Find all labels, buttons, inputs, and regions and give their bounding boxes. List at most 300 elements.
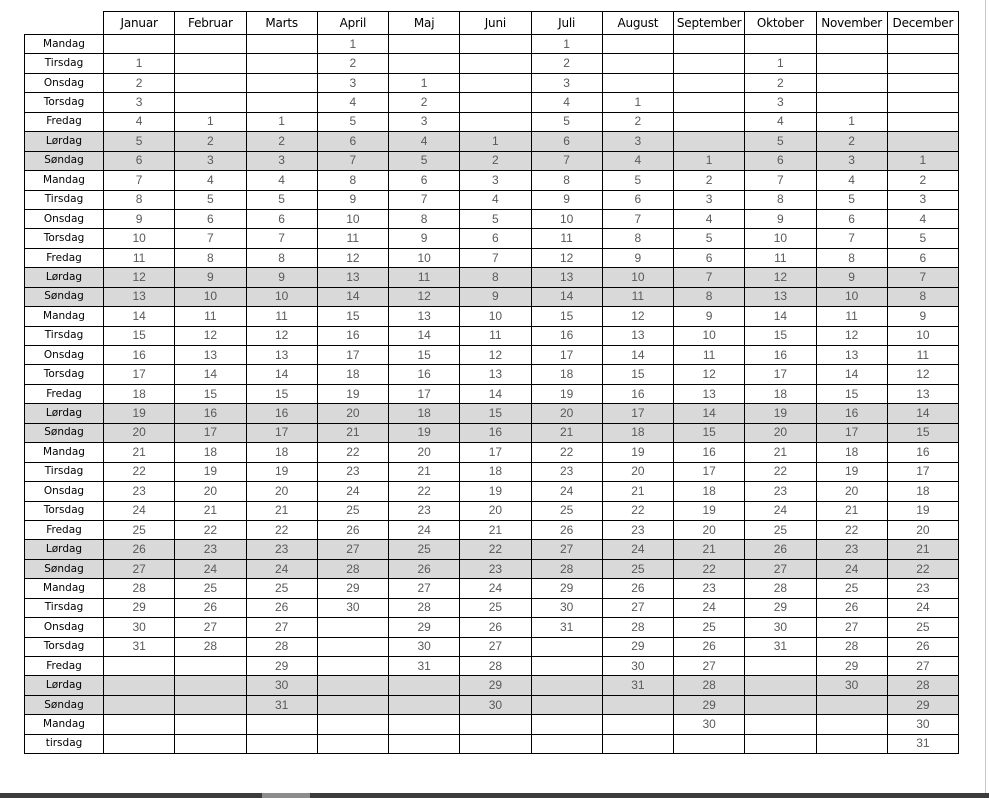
day-cell: 24 [460,579,531,598]
day-cell: 22 [602,501,673,520]
day-cell: 13 [816,346,887,365]
day-cell: 1 [317,35,388,54]
day-cell: 7 [816,229,887,248]
day-cell: 2 [674,171,745,190]
day-cell: 9 [246,268,317,287]
weekend-row [25,268,959,287]
day-cell: 7 [602,209,673,228]
day-cell: 5 [602,171,673,190]
day-cell [246,35,317,54]
day-cell: 21 [246,501,317,520]
day-cell: 25 [745,520,816,539]
day-cell: 5 [745,132,816,151]
day-cell: 20 [175,482,246,501]
day-cell: 5 [104,132,175,151]
day-cell: 21 [602,482,673,501]
day-cell [389,734,460,753]
day-cell: 27 [531,540,602,559]
year-calendar-table [24,11,959,754]
day-cell: 8 [674,287,745,306]
day-cell: 7 [246,229,317,248]
day-cell [674,93,745,112]
day-cell: 21 [745,443,816,462]
day-cell: 17 [674,462,745,481]
corner-cell [25,12,104,35]
day-cell: 9 [674,307,745,326]
day-cell [887,93,958,112]
weekday-row [25,501,959,520]
weekday-label: Lørdag [25,268,104,287]
day-cell: 7 [389,190,460,209]
day-cell: 14 [531,287,602,306]
weekday-label: Lørdag [25,540,104,559]
day-cell: 1 [887,151,958,170]
day-cell [104,657,175,676]
day-cell: 29 [887,695,958,714]
day-cell: 26 [816,598,887,617]
day-cell: 4 [816,171,887,190]
day-cell [175,54,246,73]
day-cell: 9 [460,287,531,306]
day-cell: 29 [745,598,816,617]
weekday-row [25,734,959,753]
day-cell [389,35,460,54]
day-cell: 4 [175,171,246,190]
day-cell: 4 [745,112,816,131]
day-cell: 2 [602,112,673,131]
day-cell: 10 [246,287,317,306]
day-cell: 20 [246,482,317,501]
weekday-label: Tirsdag [25,190,104,209]
day-cell: 27 [674,657,745,676]
day-cell: 24 [317,482,388,501]
day-cell: 7 [460,248,531,267]
weekday-row [25,229,959,248]
day-cell: 14 [389,326,460,345]
day-cell: 29 [531,579,602,598]
day-cell: 30 [246,676,317,695]
day-cell [531,734,602,753]
day-cell: 9 [745,209,816,228]
day-cell: 27 [175,618,246,637]
weekday-label: Fredag [25,657,104,676]
day-cell: 26 [887,637,958,656]
day-cell: 11 [887,346,958,365]
day-cell: 24 [674,598,745,617]
day-cell: 30 [887,715,958,734]
day-cell: 29 [389,618,460,637]
day-cell [175,695,246,714]
day-cell: 12 [745,268,816,287]
month-header-august: August [602,12,673,35]
day-cell: 1 [674,151,745,170]
day-cell: 26 [531,520,602,539]
weekday-row [25,35,959,54]
weekday-row [25,190,959,209]
day-cell: 23 [531,462,602,481]
day-cell: 15 [317,307,388,326]
day-cell [246,73,317,92]
day-cell: 13 [674,384,745,403]
day-cell [389,695,460,714]
day-cell: 14 [175,365,246,384]
day-cell: 6 [887,248,958,267]
day-cell [887,132,958,151]
day-cell: 28 [246,637,317,656]
day-cell [674,112,745,131]
day-cell: 4 [674,209,745,228]
weekday-label: Onsdag [25,73,104,92]
day-cell: 19 [317,384,388,403]
day-cell: 27 [745,559,816,578]
day-cell: 19 [816,462,887,481]
day-cell: 13 [460,365,531,384]
day-cell [674,73,745,92]
day-cell [246,93,317,112]
day-cell: 6 [317,132,388,151]
day-cell: 4 [317,93,388,112]
day-cell: 11 [531,229,602,248]
day-cell: 25 [460,598,531,617]
day-cell: 7 [175,229,246,248]
weekday-row [25,637,959,656]
day-cell [175,676,246,695]
day-cell: 12 [460,346,531,365]
day-cell: 18 [674,482,745,501]
day-cell: 10 [745,229,816,248]
day-cell: 18 [602,423,673,442]
day-cell: 7 [104,171,175,190]
day-cell: 14 [602,346,673,365]
day-cell: 13 [745,287,816,306]
weekday-row [25,248,959,267]
day-cell: 21 [317,423,388,442]
weekday-label: Søndag [25,559,104,578]
weekday-label: Tirsdag [25,326,104,345]
day-cell [816,73,887,92]
day-cell: 4 [104,112,175,131]
day-cell: 19 [246,462,317,481]
day-cell: 15 [674,423,745,442]
day-cell [745,715,816,734]
day-cell: 24 [816,559,887,578]
day-cell: 2 [887,171,958,190]
day-cell: 26 [460,618,531,637]
day-cell: 15 [175,384,246,403]
day-cell [602,695,673,714]
day-cell: 14 [887,404,958,423]
day-cell: 11 [175,307,246,326]
day-cell: 28 [389,598,460,617]
weekday-label: Fredag [25,112,104,131]
month-header-juli: Juli [531,12,602,35]
day-cell: 17 [745,365,816,384]
day-cell: 31 [389,657,460,676]
day-cell: 23 [175,540,246,559]
day-cell [816,715,887,734]
day-cell: 15 [460,404,531,423]
day-cell: 13 [887,384,958,403]
day-cell: 5 [246,190,317,209]
day-cell: 31 [246,695,317,714]
day-cell: 25 [317,501,388,520]
day-cell: 2 [531,54,602,73]
day-cell: 3 [887,190,958,209]
month-header-juni: Juni [460,12,531,35]
day-cell: 11 [816,307,887,326]
day-cell: 4 [602,151,673,170]
day-cell: 8 [531,171,602,190]
day-cell: 13 [175,346,246,365]
day-cell: 18 [460,462,531,481]
day-cell: 7 [887,268,958,287]
day-cell: 1 [104,54,175,73]
day-cell [460,715,531,734]
day-cell: 15 [602,365,673,384]
day-cell: 26 [745,540,816,559]
day-cell: 8 [887,287,958,306]
day-cell: 16 [104,346,175,365]
day-cell: 21 [531,423,602,442]
day-cell: 16 [745,346,816,365]
day-cell: 25 [531,501,602,520]
day-cell: 3 [602,132,673,151]
day-cell: 1 [175,112,246,131]
day-cell: 4 [531,93,602,112]
day-cell: 12 [389,287,460,306]
weekday-label: Mandag [25,171,104,190]
day-cell [460,93,531,112]
day-cell: 17 [602,404,673,423]
day-cell: 27 [389,579,460,598]
day-cell: 27 [887,657,958,676]
day-cell [175,734,246,753]
day-cell: 16 [531,326,602,345]
day-cell: 24 [389,520,460,539]
day-cell [674,132,745,151]
day-cell: 28 [745,579,816,598]
day-cell [816,695,887,714]
day-cell: 1 [389,73,460,92]
weekday-label: Søndag [25,287,104,306]
day-cell: 6 [389,171,460,190]
day-cell: 21 [104,443,175,462]
day-cell: 9 [389,229,460,248]
weekday-row [25,715,959,734]
day-cell: 11 [674,346,745,365]
day-cell: 23 [816,540,887,559]
weekday-row [25,93,959,112]
day-cell: 17 [531,346,602,365]
day-cell: 10 [460,307,531,326]
day-cell [104,676,175,695]
day-cell: 2 [816,132,887,151]
month-header-december: December [887,12,958,35]
day-cell: 7 [531,151,602,170]
day-cell: 18 [389,404,460,423]
weekday-label: Mandag [25,715,104,734]
weekday-label: Onsdag [25,482,104,501]
day-cell [602,35,673,54]
day-cell: 22 [460,540,531,559]
day-cell [175,73,246,92]
weekday-row [25,326,959,345]
day-cell: 1 [460,132,531,151]
day-cell: 31 [531,618,602,637]
day-cell: 22 [674,559,745,578]
day-cell [745,676,816,695]
day-cell: 15 [389,346,460,365]
day-cell: 23 [674,579,745,598]
day-cell: 13 [104,287,175,306]
day-cell: 22 [887,559,958,578]
weekday-label: Torsdag [25,93,104,112]
day-cell: 5 [816,190,887,209]
day-cell: 30 [816,676,887,695]
day-cell: 11 [246,307,317,326]
weekend-row [25,540,959,559]
day-cell: 5 [887,229,958,248]
day-cell: 23 [887,579,958,598]
day-cell: 12 [816,326,887,345]
month-header-september: September [674,12,745,35]
day-cell: 27 [246,618,317,637]
day-cell: 26 [175,598,246,617]
weekday-label: tirsdag [25,734,104,753]
day-cell: 29 [317,579,388,598]
weekday-row [25,112,959,131]
day-cell: 12 [887,365,958,384]
day-cell: 18 [745,384,816,403]
day-cell: 24 [531,482,602,501]
day-cell: 28 [460,657,531,676]
day-cell: 21 [460,520,531,539]
day-cell [531,715,602,734]
day-cell: 24 [246,559,317,578]
day-cell: 3 [175,151,246,170]
day-cell: 19 [602,443,673,462]
day-cell: 19 [674,501,745,520]
day-cell: 9 [175,268,246,287]
weekday-row [25,618,959,637]
weekday-label: Onsdag [25,618,104,637]
day-cell: 18 [246,443,317,462]
day-cell: 20 [602,462,673,481]
day-cell: 18 [317,365,388,384]
day-cell: 25 [816,579,887,598]
page-edge-bottom [0,793,989,798]
day-cell: 7 [674,268,745,287]
day-cell: 16 [602,384,673,403]
day-cell [317,618,388,637]
day-cell: 2 [745,73,816,92]
day-cell: 3 [104,93,175,112]
month-header-marts: Marts [246,12,317,35]
weekday-label: Fredag [25,520,104,539]
day-cell [887,73,958,92]
day-cell: 27 [104,559,175,578]
day-cell: 12 [674,365,745,384]
day-cell: 24 [745,501,816,520]
day-cell: 5 [389,151,460,170]
day-cell: 24 [175,559,246,578]
weekday-row [25,579,959,598]
weekend-row [25,695,959,714]
day-cell: 22 [531,443,602,462]
day-cell: 25 [175,579,246,598]
day-cell: 17 [317,346,388,365]
day-cell: 14 [816,365,887,384]
weekday-label: Onsdag [25,346,104,365]
weekday-label: Lørdag [25,132,104,151]
day-cell: 24 [887,598,958,617]
day-cell: 29 [816,657,887,676]
day-cell: 6 [816,209,887,228]
day-cell [887,112,958,131]
day-cell: 26 [317,520,388,539]
weekend-row [25,559,959,578]
day-cell: 29 [246,657,317,676]
day-cell: 15 [816,384,887,403]
day-cell: 27 [602,598,673,617]
day-cell: 10 [531,209,602,228]
day-cell [389,54,460,73]
day-cell: 8 [389,209,460,228]
day-cell: 1 [745,54,816,73]
weekday-label: Fredag [25,384,104,403]
day-cell: 4 [389,132,460,151]
day-cell: 10 [104,229,175,248]
day-cell: 24 [104,501,175,520]
day-cell: 10 [816,287,887,306]
day-cell [674,54,745,73]
weekday-label: Tirsdag [25,598,104,617]
day-cell: 11 [602,287,673,306]
day-cell: 12 [317,248,388,267]
day-cell: 12 [175,326,246,345]
day-cell: 31 [602,676,673,695]
day-cell: 22 [816,520,887,539]
day-cell: 23 [389,501,460,520]
day-cell [104,715,175,734]
day-cell: 9 [531,190,602,209]
day-cell [602,734,673,753]
weekend-row [25,151,959,170]
day-cell: 4 [460,190,531,209]
day-cell: 29 [674,695,745,714]
day-cell: 3 [816,151,887,170]
day-cell: 28 [602,618,673,637]
day-cell: 18 [531,365,602,384]
day-cell: 30 [104,618,175,637]
weekday-label: Fredag [25,248,104,267]
day-cell: 18 [816,443,887,462]
day-cell: 17 [887,462,958,481]
weekend-row [25,132,959,151]
day-cell: 24 [602,540,673,559]
day-cell: 2 [104,73,175,92]
weekday-row [25,443,959,462]
weekday-row [25,482,959,501]
day-cell: 3 [745,93,816,112]
day-cell: 15 [745,326,816,345]
month-header-maj: Maj [389,12,460,35]
day-cell: 26 [674,637,745,656]
day-cell [175,715,246,734]
day-cell: 20 [887,520,958,539]
day-cell: 16 [246,404,317,423]
day-cell: 10 [389,248,460,267]
